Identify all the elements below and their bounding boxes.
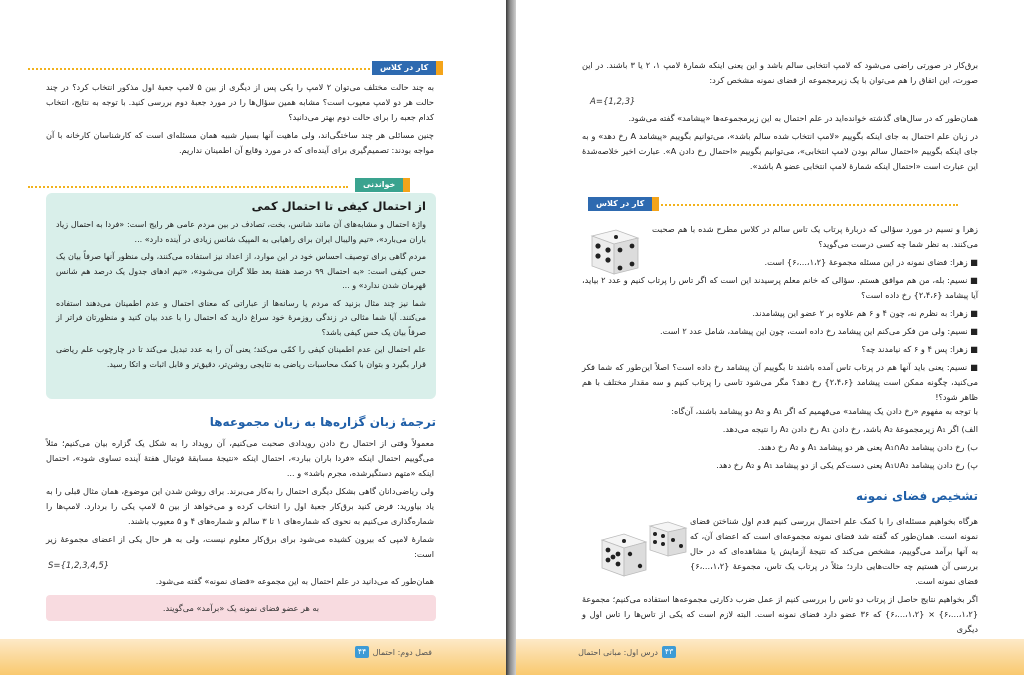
left-page [0, 0, 506, 675]
event-paragraph: در زبان علم احتمال به جای اینکه بگوییم «لامپ انتخاب شده سالم باشد»، می‌توانیم بگوییم «پیشامد A رخ دهد» و به جای اینکه بگوییم «احتمال سالم بودن لامپ انتخابی»، می‌توانیم بگوییم «احتمال رخ دادن A». عبارت اخیر خلاصه‌شدهٔ این عبارت است «احتمال اینکه شمارهٔ لامپ انتخابی عضو A باشد». [582, 131, 978, 171]
conclusion-paragraph: پ) رخ دادن پیشامد A₁∪A₂ یعنی دست‌کم یکی از دو پیشامد A₁ و A₂ رخ دهد. [716, 460, 978, 470]
reading-text [56, 218, 426, 375]
conclusion-text [582, 404, 978, 476]
dialogue-line: ■ زهرا: به نظرم نه، چون ۴ و ۶ هم علاوه بر ۲ عضو این پیشامدند. [752, 308, 978, 318]
dialogue-text [582, 222, 978, 408]
event-formula: A={1,2,3} [590, 97, 636, 107]
book-spine [506, 0, 516, 675]
footer-chapter-label: فصل دوم: احتمال [372, 648, 432, 657]
section-paragraph: معمولاً وقتی از احتمال رخ دادن رویدادی صحبت می‌کنیم، آن رویداد را به شکل یک گزاره بیان می‌کنیم؛ مثلاً می‌گوییم احتمال اینکه «فردا باران ببارد»، احتمال اینکه «نتیجهٔ مسابقهٔ فوتبال هفتهٔ آینده تساوی شود»، احتمال اینکه «متهم دستگیرشده، مجرم باشد» و ... [46, 438, 434, 478]
class-work-paragraph: چنین مسائلی هر چند ساختگی‌اند، ولی ماهیت آنها بسیار شبیه همان مسئله‌ای است که کارشناسان کارخانه با آن مواجه بودند: تصمیم‌گیری برای آینده‌ای که در مورد وقایع آن اطمینان نداریم. [46, 130, 434, 155]
class-work-paragraph: به چند حالت مختلف می‌توان ۲ لامپ را یکی پس از دیگری از بین ۵ لامپ جعبهٔ اول مذکور انتخاب کرد؟ در چند حالت هر دو لامپ معیوب است؟ مشابه همین سؤال‌ها را در مورد جعبهٔ دوم بررسی کنید. با توجه به نتایج، انتخاب کدام جعبه را برای حالت دوم بهتر می‌دانید؟ [46, 82, 434, 122]
conclusion-paragraph: الف) اگر A₁ زیرمجموعهٔ A₂ باشد، رخ دادن A₁ رخ دادن A₂ را نتیجه می‌دهد. [722, 424, 978, 434]
class-work-dotted-line [28, 68, 378, 70]
conclusion-paragraph: با توجه به مفهوم «رخ دادن یک پیشامد» می‌فهمیم که اگر A₁ و A₂ دو پیشامد باشند، آن‌گاه: [671, 406, 978, 416]
event-text [582, 111, 978, 177]
sample-space-paragraph: هرگاه بخواهیم مسئله‌ای را با کمک علم احتمال بررسی کنیم قدم اول شناختن فضای نمونه است. همان‌طور که گفته شد فضای نمونه مجموعه‌ای است که اعضای آن، که به آنها برآمد می‌گوییم، مشخص می‌کند که نتیجهٔ آزمایش یا مشاهده‌ای که در حال بررسی آن هستیم چه حالت‌هایی دارد؛ مثلاً در پرتاب یک تاس، مجموعهٔ {۱،۲،...،۶} فضای نمونه است. [690, 516, 978, 586]
page-number: ۴۴ [355, 646, 369, 658]
section-paragraph: شمارهٔ لامپی که بیرون کشیده می‌شود برای برق‌کار معلوم نیست، ولی به هر حال یکی از اعضای مجموعهٔ زیر است: [46, 534, 434, 559]
intro-paragraph: برق‌کار در صورتی راضی می‌شود که لامپ انتخابی سالم باشد و این یعنی اینکه شمارهٔ لامپ ۱، ۲ یا ۳ باشند. در این صورت، این اتفاق را هم می‌توان با یک زیرمجموعه از فضای نمونه مشخص کرد: [582, 60, 978, 85]
right-footer [516, 639, 1024, 675]
dialogue-line: ■ نسیم: یعنی باید آنها هم در پرتاب تاس آمده باشند تا بگوییم آن پیشامد رخ داده است؟ اصلاً این‌طور که شما فکر می‌کنید، چگونه ممکن است پیشامد {۲،۴،۶} رخ دهد؟ مگر می‌شود تاسی را پرتاب کنیم و سه مقدار مختلف با هم ظاهر شود؟! [582, 362, 978, 402]
dialogue-line: ■ نسیم: بله، من هم موافق هستم. سؤالی که خانم معلم پرسیدند این است که اگر تاس را پرتاب کنیم و عدد ۲ بیاید، آیا پیشامد {۲،۴،۶} رخ داده است؟ [582, 275, 978, 300]
reading-tag: خواندنی [355, 178, 410, 192]
reading-paragraph: علم احتمال این عدم اطمینان کیفی را کمّی می‌کند؛ یعنی آن را به عدد تبدیل می‌کند تا در چارچوب علم ریاضی قرار بگیرد و بتوان با کمک محاسبات ریاضی به نتایجی روشن‌تر، دقیق‌تر و قابل اثبات و اتکا رسید. [56, 345, 426, 369]
class-work-tag: کار در کلاس [588, 197, 659, 211]
right-page [516, 0, 1024, 675]
sample-space-formula: S={1,2,3,4,5} [48, 561, 110, 571]
reading-title: از احتمال کیفی تا احتمال کمی [251, 199, 426, 213]
definition-box: به هر عضو فضای نمونه یک «برآمد» می‌گویند. [46, 595, 436, 621]
reading-paragraph: واژهٔ احتمال و مشابه‌های آن مانند شانس، بخت، تصادف در بین مردم عامی هر رایج است: «فردا به احتمال زیاد باران می‌بارد»، «تیم والیبال ایران برای راهیابی به المپیک شانس زیادی در آینده دارد» ... [56, 220, 426, 244]
dialogue-line: ■ زهرا: فضای نمونه در این مسئله مجموعهٔ {۱،۲،...،۶} است. [764, 257, 978, 267]
reading-paragraph: مردم گاهی برای توصیف احساس خود در این موارد، از اعداد نیز استفاده می‌کنند، ولی منظور آنها صرفاً بیان یک حس کیفی است: «به احتمال ۹۹ درصد هفتهٔ بعد طلا گران می‌شود»، «تیم ادهای جدول یک درصد هم شانس قهرمان شدن ندارد» و ... [56, 252, 426, 290]
dialogue-line: ■ نسیم: ولی من فکر می‌کنم این پیشامد رخ داده است، چون این پیشامد، شامل عدد ۲ است. [660, 326, 978, 336]
sample-space-text [582, 514, 978, 640]
dialogue-line: ■ زهرا: پس ۴ و ۶ که نیامدند چه؟ [861, 344, 978, 354]
section-text [46, 436, 434, 565]
section-paragraph: ولی ریاضی‌دانان گاهی بشکل دیگری احتمال را به‌کار می‌برند. برای روشن شدن این موضوع، همان مثال قبلی را به یاد بیاورید: فرض کنید برق‌کار جعبهٔ اول را انتخاب کرده و می‌خواهد از بین ۵ لامپ یکی را بردارد. لامپ‌ها را شماره‌گذاری می‌کنیم به نحوی که شماره‌های ۱ تا ۳ سالم و شماره‌های ۴ و ۵ معیوب باشند. [46, 486, 434, 526]
sample-space-paragraph: اگر بخواهیم نتایج حاصل از پرتاب دو تاس را بررسی کنیم از عمل ضرب دکارتی مجموعه‌ها استفاده می‌کنیم؛ مجموعهٔ {۱،۲،...،۶} × {۱،۲،...،۶} که ۳۶ عضو دارد فضای نمونه است. البته لازم است که یکی از تاس‌ها را تاس اول و دیگری [582, 594, 979, 634]
after-formula-text: همان‌طور که می‌دانید در علم احتمال به این مجموعه «فضای نمونه» گفته می‌شود. [155, 576, 434, 586]
class-work-dotted-line [646, 204, 958, 206]
reading-dotted-line [28, 186, 348, 188]
section-title: ترجمهٔ زبان گزاره‌ها به زبان مجموعه‌ها [209, 415, 436, 429]
class-work-tag: کار در کلاس [372, 61, 443, 75]
page-number: ۴۳ [662, 646, 676, 658]
reading-paragraph: شما نیز چند مثال بزنید که مردم یا رسانه‌ها از عباراتی که معنای احتمال و عدم اطمینان می‌دهند استفاده می‌کنند. آیا شما مثالی در زندگی روزمرهٔ خود سراغ دارید که احتمال را با عدد بیان کنید و منظورتان فراتر از صرفاً بیان یک حس کیفی باشد؟ [56, 298, 426, 337]
dialogue-intro: زهرا و نسیم در مورد سؤالی که دربارهٔ پرتاب یک تاس سالم در کلاس مطرح شده با هم صحبت می‌کنند. به نظر شما چه کسی درست می‌گوید؟ [652, 224, 978, 249]
footer-lesson-label: درس اول: مبانی احتمال [578, 648, 658, 657]
section-title: تشخیص فضای نمونه [855, 489, 978, 503]
event-paragraph: همان‌طور که در سال‌های گذشته خوانده‌اید در علم احتمال به این زیرمجموعه‌ها «پیشامد» گفته می‌شود. [628, 113, 978, 123]
conclusion-paragraph: ب) رخ دادن پیشامد A₁∩A₂ یعنی هر دو پیشامد A₁ و A₂ رخ دهند. [757, 442, 978, 452]
class-work-text [46, 80, 434, 161]
left-footer [0, 639, 506, 675]
intro-text [582, 58, 978, 91]
